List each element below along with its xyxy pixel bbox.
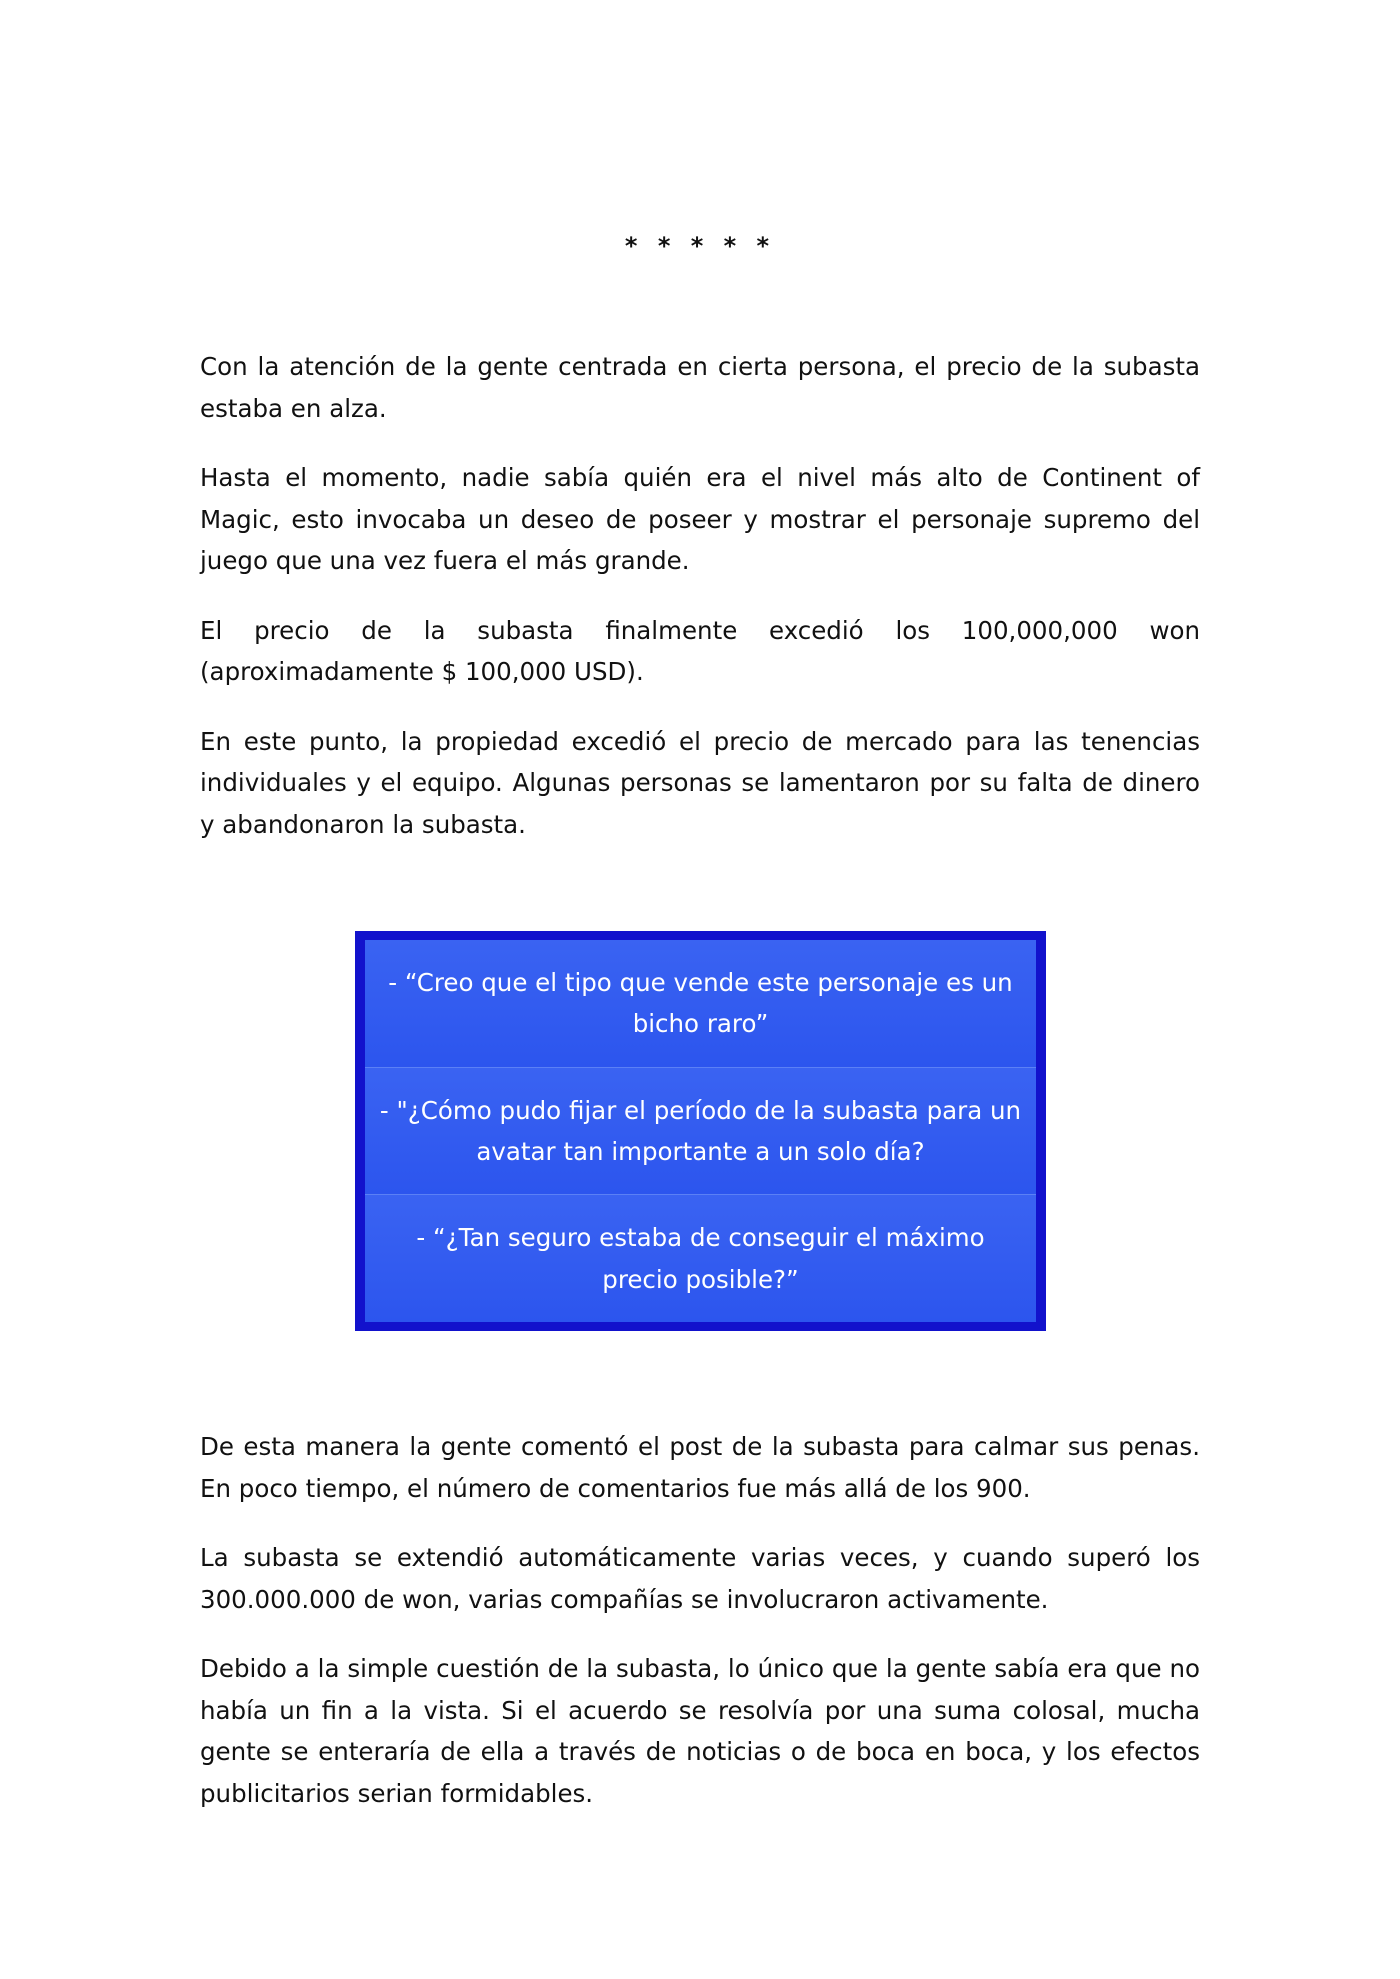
comment-text: - "¿Cómo pudo fijar el período de la subasta para un avatar tan importante a un solo día? bbox=[379, 1095, 1022, 1166]
comment-item bbox=[365, 1194, 1036, 1322]
text-block-top bbox=[200, 346, 1200, 873]
text-block-bottom bbox=[200, 1426, 1200, 1842]
paragraph: Con la atención de la gente centrada en cierta persona, el precio de la subasta estaba en alza. bbox=[200, 352, 1200, 423]
comments-box bbox=[355, 931, 1046, 1331]
comment-text: - “¿Tan seguro estaba de conseguir el máximo precio posible?” bbox=[416, 1223, 985, 1294]
paragraph: Hasta el momento, nadie sabía quién era el nivel más alto de Continent of Magic, esto invocaba un deseo de poseer y mostrar el personaje supremo del juego que una vez fuera el más grande. bbox=[200, 463, 1200, 575]
paragraph: La subasta se extendió automáticamente varias veces, y cuando superó los 300.000.000 de won, varias compañías se involucraron activamente. bbox=[200, 1543, 1200, 1614]
comment-item bbox=[365, 1067, 1036, 1195]
paragraph: De esta manera la gente comentó el post de la subasta para calmar sus penas. En poco tiempo, el número de comentarios fue más allá de los 900. bbox=[200, 1432, 1200, 1503]
comment-text: - “Creo que el tipo que vende este personaje es un bicho raro” bbox=[388, 967, 1013, 1039]
comments-list bbox=[365, 940, 1036, 1322]
section-separator: * * * * * bbox=[624, 232, 776, 260]
comment-item bbox=[365, 940, 1036, 1067]
paragraph: El precio de la subasta finalmente excedió los 100,000,000 won (aproximadamente $ 100,000 USD). bbox=[200, 615, 1200, 686]
paragraph: En este punto, la propiedad excedió el precio de mercado para las tenencias individuales y el equipo. Algunas personas se lamentaron por su falta de dinero y abandonaron la subasta. bbox=[200, 726, 1200, 839]
paragraph: Debido a la simple cuestión de la subasta, lo único que la gente sabía era que no había un fin a la vista. Si el acuerdo se resolvía por una suma colosal, mucha gente se enteraría de ella a través de noticias o de boca en boca, y los efectos publicitarios serian formidables. bbox=[200, 1654, 1200, 1808]
